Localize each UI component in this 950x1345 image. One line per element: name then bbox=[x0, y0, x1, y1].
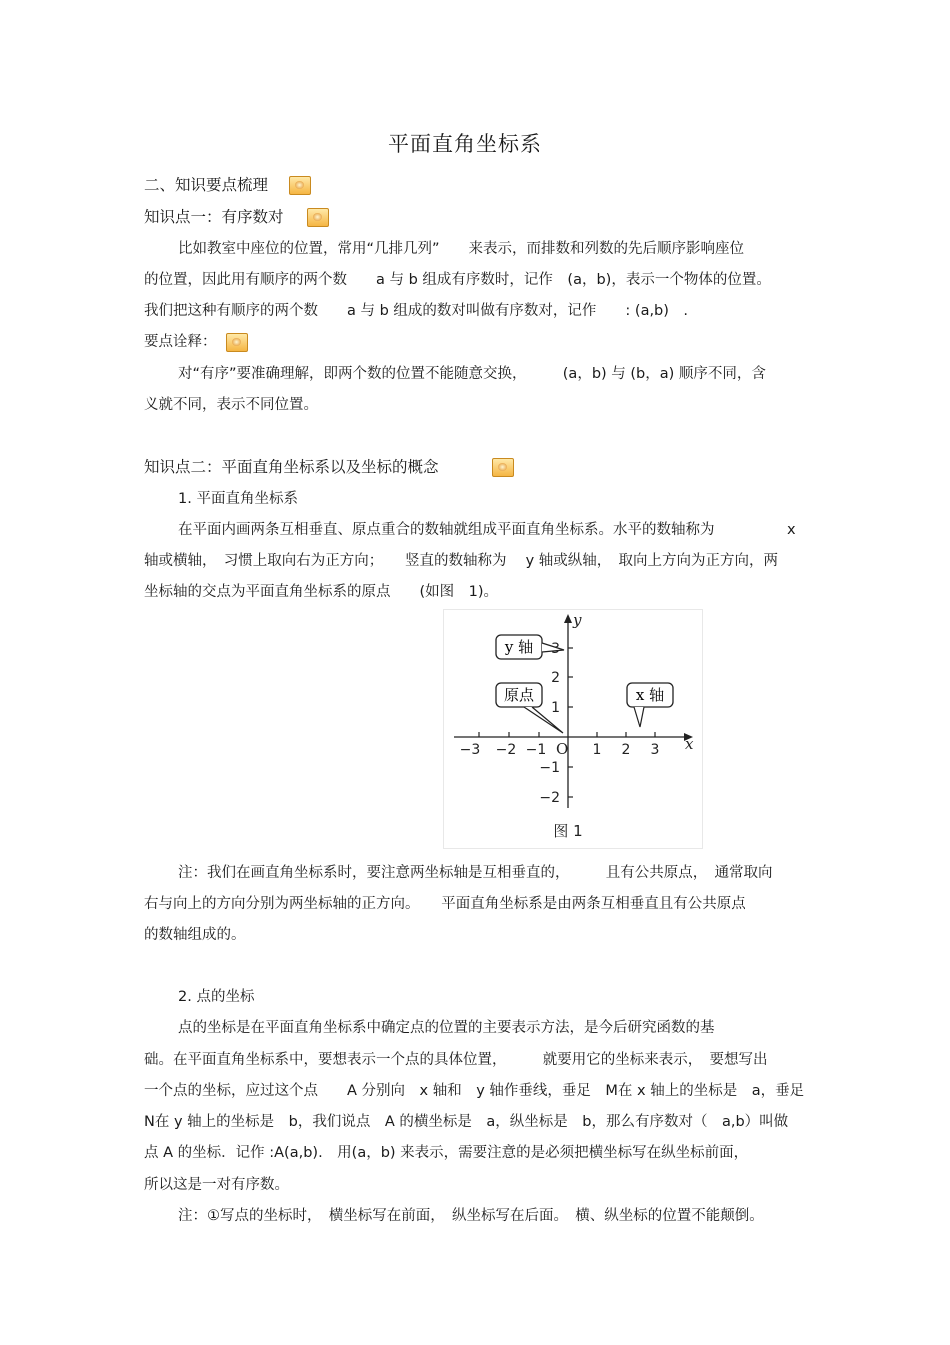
x-tick-label: 3 bbox=[650, 742, 660, 758]
origin-callout: 原点 bbox=[503, 686, 535, 704]
kp1-heading: 知识点一：有序数对 bbox=[144, 208, 284, 226]
y-tick-label: −1 bbox=[539, 760, 560, 776]
kp2-para2-line: 所以这是一对有序数。 bbox=[144, 1177, 289, 1193]
kp2-para2-line: 一个点的坐标，应过这个点 A 分别向 x 轴和 y 轴作垂线，垂足 M在 x 轴上的坐标是 a，垂足 bbox=[144, 1083, 805, 1099]
kp1-para-line: 比如教室中座位的位置，常用“几排几列” 来表示，而排数和列数的先后顺序影响座位 bbox=[178, 241, 745, 257]
coordinate-diagram bbox=[444, 610, 702, 848]
y-tick-label: 2 bbox=[551, 670, 560, 686]
section-icon bbox=[289, 176, 311, 195]
kp2-heading: 知识点二：平面直角坐标系以及坐标的概念 bbox=[144, 458, 439, 476]
kp2-note-line: 注：我们在画直角坐标系时，要注意两坐标轴是互相垂直的， 且有公共原点， 通常取向 bbox=[178, 865, 773, 881]
y-tick-label: 1 bbox=[551, 700, 560, 716]
y-tick-label: −2 bbox=[539, 790, 560, 806]
kp2-para-line: 坐标轴的交点为平面直角坐标系的原点 (如图 1)。 bbox=[144, 584, 499, 600]
kp2-para-line: 轴或横轴， 习惯上取向右为正方向； 竖直的数轴称为 y 轴或纵轴， 取向上方向为正方向，两 bbox=[144, 553, 779, 569]
x-tick-label: −3 bbox=[459, 742, 481, 758]
x-axis-label: x bbox=[685, 735, 694, 753]
x-axis-callout-pointer bbox=[634, 707, 644, 727]
kp1-note-line: 义就不同，表示不同位置。 bbox=[144, 397, 318, 413]
kp2-para2-line: N在 y 轴上的坐标是 b，我们说点 A 的横坐标是 a，纵坐标是 b，那么有序数对（ a,b）叫做 bbox=[144, 1114, 789, 1130]
x-tick-label: −2 bbox=[495, 742, 517, 758]
coordinate-figure bbox=[443, 609, 703, 849]
kp1-note-heading: 要点诠释： bbox=[144, 334, 217, 350]
kp1-note-line: 对“有序”要准确理解，即两个数的位置不能随意交换， (a，b) 与 (b，a) 顺序不同，含 bbox=[178, 366, 766, 382]
kp1-para-line: 的位置，因此用有顺序的两个数 a 与 b 组成有序数时，记作 (a，b)，表示一个物体的位置。 bbox=[144, 272, 771, 288]
kp2-para2-line: 点 A 的坐标．记作 :A(a,b). 用(a，b) 来表示，需要注意的是必须把横坐标写在纵坐标前面， bbox=[144, 1145, 749, 1161]
section-heading: 二、知识要点梳理 bbox=[144, 176, 269, 194]
y-axis-label: y bbox=[573, 611, 582, 629]
kp2-note-line: 的数轴组成的。 bbox=[144, 927, 246, 943]
x-tick-label: 2 bbox=[621, 742, 631, 758]
x-axis-callout: x 轴 bbox=[635, 686, 665, 704]
figure-caption: 图 1 bbox=[553, 822, 583, 840]
kp2-para-line: 在平面内画两条互相垂直、原点重合的数轴就组成平面直角坐标系。水平的数轴称为 x bbox=[178, 522, 796, 538]
y-axis-arrow bbox=[564, 614, 572, 623]
kp2-icon bbox=[492, 458, 514, 477]
kp2-para2-line: 础。在平面直角坐标系中，要想表示一个点的具体位置， 就要用它的坐标来表示， 要想写出 bbox=[144, 1052, 768, 1068]
page-title: 平面直角坐标系 bbox=[388, 132, 542, 156]
origin-label: O bbox=[556, 740, 569, 758]
kp1-para-line: 我们把这种有顺序的两个数 a 与 b 组成的数对叫做有序数对，记作 : (a,b) . bbox=[144, 303, 689, 319]
x-tick-label: −1 bbox=[525, 742, 547, 758]
kp2-subheading: 1. 平面直角坐标系 bbox=[178, 491, 298, 507]
kp2-subheading: 2. 点的坐标 bbox=[178, 989, 255, 1005]
y-axis-callout: y 轴 bbox=[504, 638, 534, 656]
kp2-para2-line: 点的坐标是在平面直角坐标系中确定点的位置的主要表示方法，是今后研究函数的基 bbox=[178, 1020, 715, 1036]
kp1-icon bbox=[307, 208, 329, 227]
x-tick-label: 1 bbox=[592, 742, 602, 758]
kp2-note2-line: 注：①写点的坐标时， 横坐标写在前面， 纵坐标写在后面。 横、纵坐标的位置不能颠倒。 bbox=[178, 1208, 764, 1224]
note-icon bbox=[226, 333, 248, 352]
kp2-note-line: 右与向上的方向分别为两坐标轴的正方向。 平面直角坐标系是由两条互相垂直且有公共原点 bbox=[144, 896, 746, 912]
